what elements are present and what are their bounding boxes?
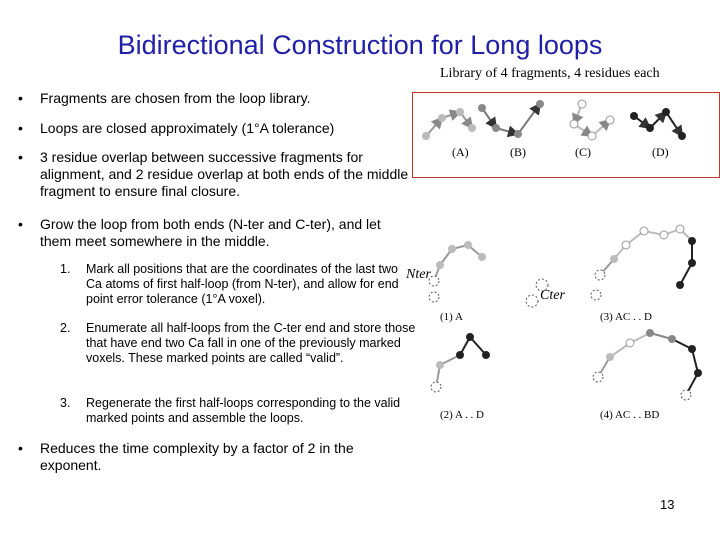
fragment-label-b: (B): [510, 145, 526, 159]
bullet-text: Grow the loop from both ends (N-ter and C-ter), and let them meet somewhere in the middle.: [40, 216, 381, 249]
sub-item-number: 3.: [60, 396, 71, 410]
fragment-library-diagram: [412, 92, 718, 176]
bullet-marker: •: [18, 90, 23, 106]
panel-3-diagram: [591, 225, 696, 300]
nter-label: Nter: [406, 267, 431, 282]
sub-item-number: 1.: [60, 262, 71, 276]
slide-title: Bidirectional Construction for Long loops: [117, 30, 603, 60]
fragment-c: [570, 100, 614, 140]
panel-label-1: (1) A: [440, 311, 463, 323]
panel-4-diagram: [593, 329, 702, 400]
panel-label-2: (2) A . . D: [440, 409, 484, 421]
fragment-b: [478, 100, 544, 138]
panel-2-diagram: [431, 333, 490, 392]
bullet-marker: •: [18, 120, 23, 136]
fragment-label-a: (A): [452, 145, 469, 159]
panel-label-4: (4) AC . . BD: [600, 409, 660, 421]
fragment-label-d: (D): [652, 145, 669, 159]
cter-label: Cter: [540, 288, 565, 303]
page-number: 13: [660, 497, 675, 512]
bullet-marker: •: [18, 440, 23, 456]
panel-1-diagram: [429, 241, 548, 307]
panel-label-3: (3) AC . . D: [600, 311, 652, 323]
sub-item-text: Regenerate the first half-loops corresponding to the valid marked points and assemble the loops.: [86, 396, 401, 425]
bullet-text: Reduces the time complexity by a factor of 2 in the exponent.: [40, 440, 354, 473]
figure-caption: Library of 4 fragments, 4 residues each: [440, 66, 660, 81]
fragment-d: [630, 108, 686, 140]
bullet-text: Fragments are chosen from the loop library.: [40, 90, 311, 106]
fragment-label-c: (C): [575, 145, 591, 159]
sub-item-number: 2.: [60, 321, 71, 335]
bullet-marker: •: [18, 216, 23, 232]
bullet-text: Loops are closed approximately (1°A tolerance): [40, 120, 335, 136]
bullet-marker: •: [18, 149, 23, 165]
sub-item-text: Enumerate all half-loops from the C-ter end and store those that have end two Ca fall in one of the previously marked voxels. These marked points are called “valid”.: [86, 321, 416, 365]
sub-item-text: Mark all positions that are the coordinates of the last two Ca atoms of first half-loop (from N-ter), and allow for end point error tolerance (1°A voxel).: [86, 262, 399, 306]
fragment-a: [422, 108, 476, 140]
bullet-text: 3 residue overlap between successive fragments for alignment, and 2 residue overlap at both ends of the middle fragment to ensure final closure.: [40, 149, 409, 199]
